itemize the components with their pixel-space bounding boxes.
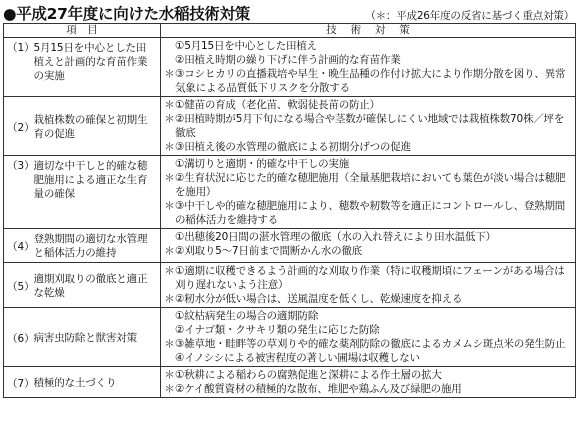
priority-marker: ＊ bbox=[164, 265, 175, 277]
measure-text: ②籾水分が低い場合は、送風温度を低くし、乾燥速度を抑える bbox=[175, 293, 463, 305]
row-item: 適切な中干しと的確な穂肥施用による適正な生育量の確保 bbox=[33, 156, 161, 229]
measure-item bbox=[164, 112, 573, 140]
page-header bbox=[3, 2, 576, 22]
priority-marker: ＊ bbox=[164, 369, 175, 381]
priority-marker: ＊ bbox=[164, 200, 175, 212]
table-body bbox=[4, 38, 576, 398]
row-item: 5月15日を中心とした田植えと計画的な育苗作業の実施 bbox=[33, 38, 161, 97]
measure-item bbox=[164, 98, 573, 112]
measure-item bbox=[164, 337, 573, 351]
measure-text: ③雑草地・畦畔等の草刈りや的確な薬剤防除の徹底によるカメムシ斑点米の発生防止 bbox=[175, 338, 566, 350]
measure-item bbox=[164, 157, 573, 171]
row-item: 登熟期間の適切な水管理と稲体活力の維持 bbox=[33, 229, 161, 263]
measure-text: ①溝切りと適期・的確な中干しの実施 bbox=[175, 158, 350, 170]
row-measures bbox=[161, 367, 576, 398]
measures-table bbox=[3, 23, 576, 398]
priority-marker: ＊ bbox=[164, 68, 175, 80]
legend-note: （＊：平成26年度の反省に基づく重点対策） bbox=[365, 10, 574, 22]
row-number: （3） bbox=[4, 156, 33, 229]
measure-text: ②田植時期が5月下旬になる場合や茎数が確保しにくい地域では栽植株数70株／坪を徹底 bbox=[175, 113, 565, 139]
row-item: 病害虫防除と獣害対策 bbox=[33, 308, 161, 367]
row-number: （1） bbox=[4, 38, 33, 97]
measure-text: ①紋枯病発生の場合の適期防除 bbox=[175, 310, 319, 322]
table-row bbox=[4, 156, 576, 229]
measure-item bbox=[164, 230, 573, 244]
row-item: 積極的な土づくり bbox=[33, 367, 161, 398]
row-number: （6） bbox=[4, 308, 33, 367]
measure-text: ①健苗の育成（老化苗、軟弱徒長苗の防止） bbox=[175, 99, 380, 111]
table-row bbox=[4, 97, 576, 156]
measure-text: ②生育状況に応じた的確な穂肥施用（全量基肥栽培においても葉色が淡い場合は穂肥を施用） bbox=[175, 172, 566, 198]
measure-text: ②ケイ酸質資材の積極的な散布、堆肥や鶏ふん及び緑肥の施用 bbox=[175, 383, 462, 395]
table-row bbox=[4, 229, 576, 263]
row-measures bbox=[161, 308, 576, 367]
priority-marker: ＊ bbox=[164, 172, 175, 184]
priority-marker: ＊ bbox=[164, 383, 175, 395]
measure-text: ①秋耕による稲わらの腐熟促進と深耕による作土層の拡大 bbox=[175, 369, 442, 381]
measure-item bbox=[164, 368, 573, 382]
measure-text: ①適期に収穫できるよう計画的な刈取り作業（特に収穫期頃にフェーンがある場合は刈り遅れないよう注意） bbox=[175, 265, 565, 291]
row-measures bbox=[161, 229, 576, 263]
row-item: 適期刈取りの徹底と適正な乾燥 bbox=[33, 263, 161, 308]
row-number: （7） bbox=[4, 367, 33, 398]
measure-item bbox=[164, 264, 573, 292]
measure-text: ①出穂後20日間の湛水管理の徹底（水の入れ替えにより田水温低下） bbox=[175, 231, 496, 243]
column-header-item: 項 目 bbox=[4, 24, 161, 38]
row-number: （4） bbox=[4, 229, 33, 263]
measure-text: ①5月15日を中心とした田植え bbox=[175, 40, 317, 52]
table-row bbox=[4, 367, 576, 398]
measure-item bbox=[164, 53, 573, 67]
measure-text: ②田植え時期の繰り下げに伴う計画的な育苗作業 bbox=[175, 54, 401, 66]
table-header-row bbox=[4, 24, 576, 38]
measure-text: ③コシヒカリの直播栽培や早生・晩生品種の作付け拡大により作期分散を図り、異常気象による品質低下リスクを分散する bbox=[175, 68, 566, 94]
measure-item bbox=[164, 351, 573, 365]
table-row bbox=[4, 38, 576, 97]
row-measures bbox=[161, 263, 576, 308]
table-row bbox=[4, 308, 576, 367]
measure-text: ②イナゴ類・クサキリ類の発生に応じた防除 bbox=[175, 324, 380, 336]
row-item: 栽植株数の確保と初期生育の促進 bbox=[33, 97, 161, 156]
measure-text: ②刈取り5～7日前まで間断かん水の徹底 bbox=[175, 245, 362, 257]
row-number: （2） bbox=[4, 97, 33, 156]
column-header-measures: 技 術 対 策 bbox=[161, 24, 576, 38]
priority-marker: ＊ bbox=[164, 245, 175, 257]
table-row bbox=[4, 263, 576, 308]
measure-text: ③田植え後の水管理の徹底による初期分げつの促進 bbox=[175, 141, 411, 153]
row-measures bbox=[161, 156, 576, 229]
priority-marker: ＊ bbox=[164, 293, 175, 305]
page-title: ●平成27年度に向けた水稲技術対策 bbox=[3, 5, 250, 23]
measure-item bbox=[164, 244, 573, 258]
measure-item bbox=[164, 39, 573, 53]
measure-item bbox=[164, 67, 573, 95]
row-number: （5） bbox=[4, 263, 33, 308]
measure-item bbox=[164, 292, 573, 306]
measure-item bbox=[164, 323, 573, 337]
measure-item bbox=[164, 199, 573, 227]
priority-marker: ＊ bbox=[164, 113, 175, 125]
measure-item bbox=[164, 171, 573, 199]
measure-text: ③中干しや的確な穂肥施用により、穂数や籾数等を適正にコントロールし、登熟期間の稲体活力を維持する bbox=[175, 200, 566, 226]
measure-item bbox=[164, 382, 573, 396]
priority-marker: ＊ bbox=[164, 338, 175, 350]
measure-item bbox=[164, 309, 573, 323]
measure-text: ④イノシシによる被害程度の著しい圃場は収穫しない bbox=[175, 352, 420, 364]
row-measures bbox=[161, 38, 576, 97]
row-measures bbox=[161, 97, 576, 156]
priority-marker: ＊ bbox=[164, 141, 175, 153]
priority-marker: ＊ bbox=[164, 99, 175, 111]
measure-item bbox=[164, 140, 573, 154]
